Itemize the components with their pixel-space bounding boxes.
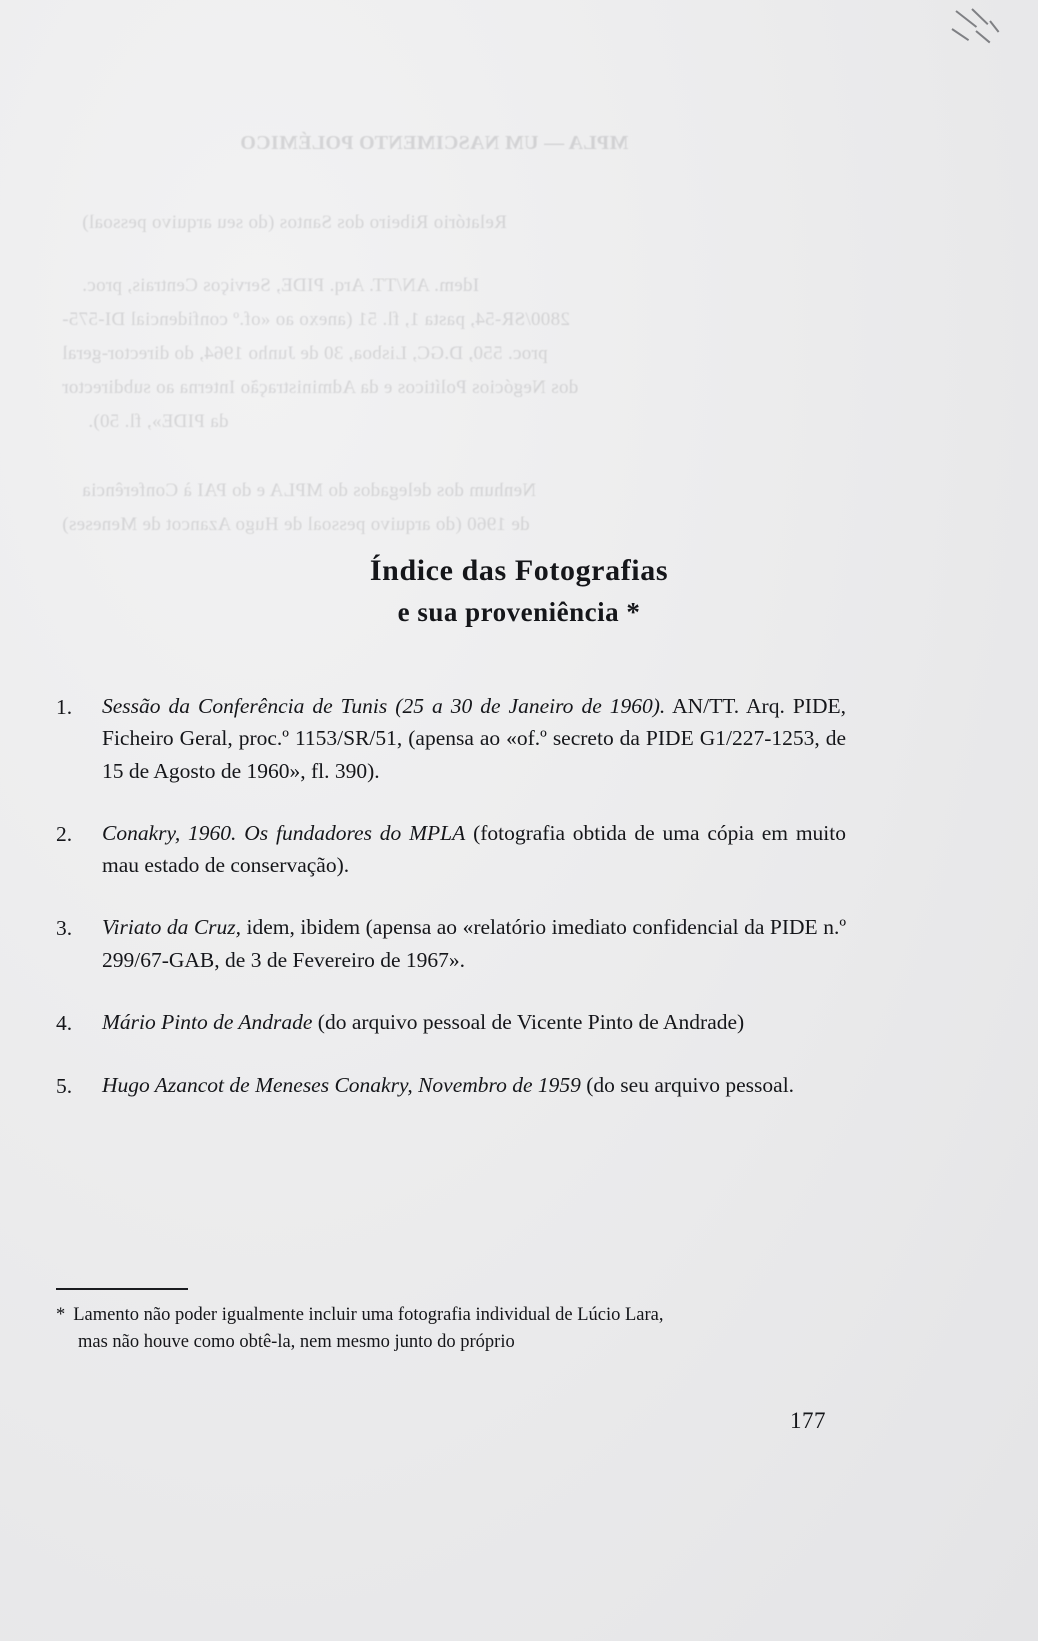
footnote-line-1: Lamento não poder igualmente incluir uma fotografia individual de Lúcio Lara, — [73, 1305, 664, 1325]
list-item-title: Mário Pinto de Andrade — [102, 1009, 313, 1034]
list-item-detail: idem, ibidem (apensa ao «relatório imediato confidencial da PIDE n.º 299/67-GAB, de 3 de Fevereiro de 1967». — [102, 915, 846, 972]
list-item-text — [102, 1069, 846, 1101]
title-line-1: Índice das Fotografias — [369, 554, 669, 587]
list-item — [56, 1069, 846, 1102]
list-item — [56, 690, 846, 787]
list-item-title: Hugo Azancot de Meneses Conakry, Novembro de 1959 — [102, 1073, 581, 1097]
list-item — [56, 911, 846, 976]
list-item-detail: (fotografia obtida de uma cópia em muito mau estado de conservação). — [102, 820, 846, 877]
list-item-number: 3. — [56, 916, 73, 941]
list-item-title: Sessão da Conferência de Tunis (25 a 30 de Janeiro de 1960). — [102, 694, 666, 718]
list-item-detail: (do arquivo pessoal de Vicente Pinto de Andrade) — [312, 1009, 745, 1034]
bleed-through-text: MPLA — UM NASCIMENTO POLÉMICO — [240, 132, 629, 154]
list-item — [56, 1006, 846, 1039]
list-item-title: Conakry, 1960. Os fundadores do MPLA — [102, 820, 466, 845]
list-item-text — [102, 817, 846, 882]
page-title — [0, 552, 1038, 630]
bleed-through-text: 2800/SR-54, pasta 1, fl. 51 (anexo ao «of.º confidencial DI-575- — [62, 309, 570, 330]
list-item-text — [102, 1006, 846, 1038]
bleed-through-text: Idem. AN/TT. Arq. PIDE, Serviços Centrais, proc. — [82, 275, 480, 296]
list-item-title: Viriato da Cruz, — [102, 915, 242, 940]
footnote-line-2: mas não houve como obtê-la, nem mesmo junto do próprio — [78, 1331, 515, 1352]
photo-index-list — [56, 690, 846, 1132]
list-item-text — [102, 911, 846, 976]
list-item-number: 1. — [56, 695, 73, 719]
page-number: 177 — [790, 1408, 826, 1433]
bleed-through-text: dos Negócios Políticos e da Administração Interna ao subdirector — [62, 377, 579, 398]
list-item-detail: AN/TT. Arq. PIDE, Ficheiro Geral, proc.º 1153/SR/51, (apensa ao «of.º secreto da PIDE G1/227-1253, de 15 de Agosto de 1960», fl. 390). — [102, 694, 846, 783]
title-line-2: e sua proveniência * — [397, 597, 641, 628]
list-item-number: 2. — [56, 821, 73, 846]
list-item-number: 4. — [56, 1010, 73, 1035]
footnote-marker: * — [56, 1305, 66, 1325]
list-item-text — [102, 690, 846, 787]
bleed-through-text: Nenhum dos delegados do MPLA e do PAI à Conferência — [82, 480, 537, 501]
list-item — [56, 817, 846, 882]
bleed-through-text: de 1960 (do arquivo pessoal de Hugo Azancot de Meneses) — [62, 514, 530, 535]
list-item-detail: (do seu arquivo pessoal. — [580, 1073, 795, 1097]
bleed-through-text: Relatório Ribeiro dos Santos (do seu arquivo pessoal) — [82, 212, 507, 233]
footnote — [56, 1302, 846, 1356]
list-item-number: 5. — [56, 1074, 73, 1098]
bleed-through-text: da PIDE», fl. 50). — [88, 411, 229, 432]
footnote-separator — [56, 1288, 188, 1290]
bleed-through-text: proc. 550, D.GC, Lisboa, 30 de Junho 1964, do director-geral — [62, 343, 548, 364]
